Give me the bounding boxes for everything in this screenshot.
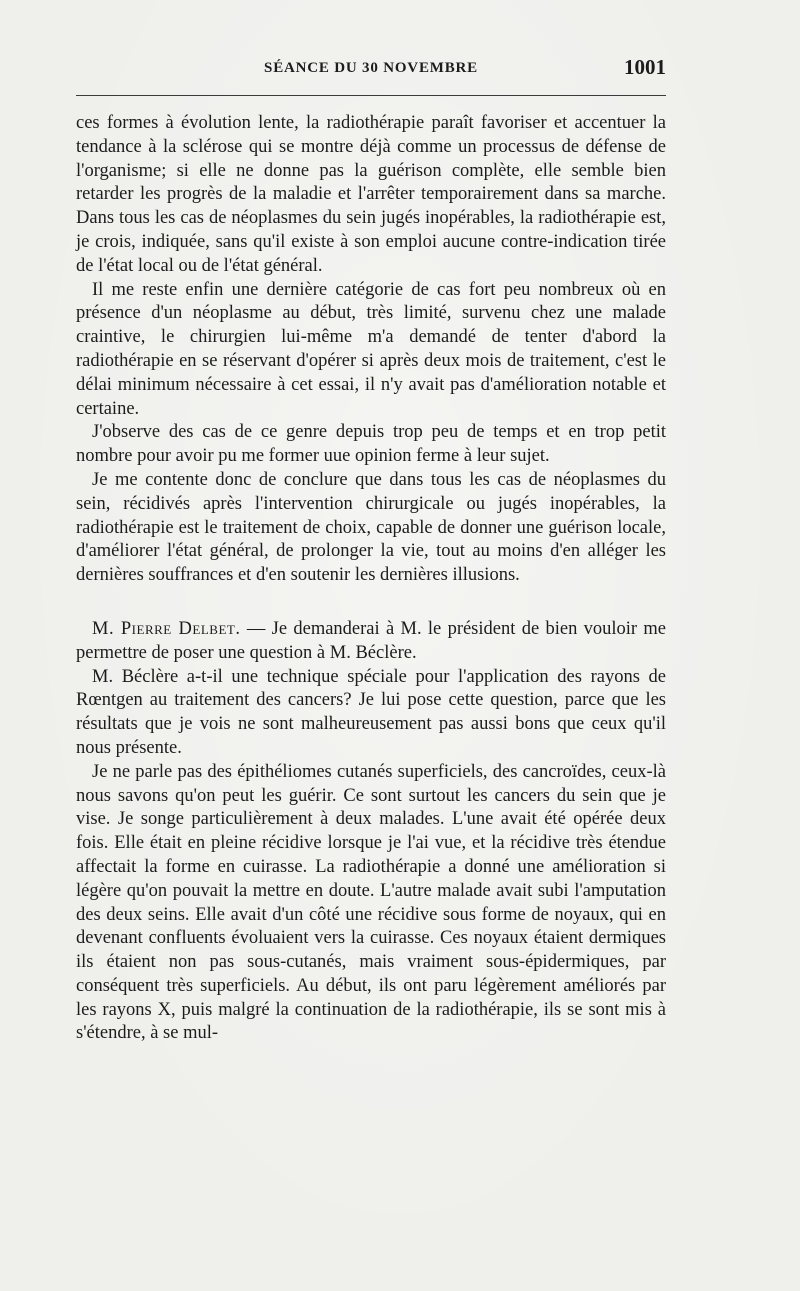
section-gap bbox=[76, 588, 666, 618]
body-text bbox=[76, 112, 666, 1046]
page-header bbox=[76, 55, 666, 88]
paragraph: Il me reste enfin une dernière catégorie de cas fort peu nombreux où en présence d'un néoplasme au début, très limité, survenu chez une malade craintive, le chirurgien lui-même m'a demandé de tenter d'abord la radiothérapie en se réservant d'opérer si après deux mois de traitement, c'est le délai minimum nécessaire à cet essai, il n'y avait pas d'amélioration notable et certaine. bbox=[76, 279, 666, 419]
paragraph: Je ne parle pas des épithéliomes cutanés superficiels, des cancroïdes, ceux-là nous savons qu'on peut les guérir. Ce sont surtout les cancers du sein que je vise. Je songe particulièrement à deux malades. L'une avait été opérée deux fois. Elle était en pleine récidive lorsque je l'ai vue, et la récidive très étendue affectait la forme en cuirasse. La radiothérapie a donné une amélioration si légère qu'on pouvait la mettre en doute. L'autre malade avait subi l'amputation des deux seins. Elle avait d'un côté une récidive sous forme de noyaux, qui en devenant confluents évoluaient vers la cuirasse. Ces noyaux étaient dermiques ils étaient non pas sous-cutanés, mais vraiment sous-épidermiques, par conséquent très superficiels. Au début, ils ont paru légèrement améliorés par les rayons X, puis malgré la continuation de la radiothérapie, ils se sont mis à s'étendre, à se mul- bbox=[76, 761, 666, 1044]
paragraph: J'observe des cas de ce genre depuis trop peu de temps et en trop petit nombre pour avoir pu me former uue opinion ferme à leur sujet. bbox=[76, 422, 666, 467]
speech-text: — Je demanderai à M. le président de bien vouloir me permettre de poser une question à M. Béclère. bbox=[76, 618, 667, 663]
paragraph: Je me contente donc de conclure que dans tous les cas de néoplasmes du sein, récidivés après l'intervention chirurgicale ou jugés inopérables, la radiothérapie est le traitement de choix, capable de donner une guérison locale, d'améliorer l'état général, de prolonger la vie, tout au moins d'en alléger les dernières souffrances et d'en soutenir les dernières illusions. bbox=[76, 469, 666, 586]
paragraph: ces formes à évolution lente, la radiothérapie paraît favoriser et accentuer la tendance à la sclérose qui se montre déjà comme un processus de défense de l'organisme; si elle ne donne pas la guérison complète, elle semble bien retarder les progrès de la maladie et l'arrêter temporairement dans sa marche. Dans tous les cas de néoplasmes du sein jugés inopérables, la radiothérapie est, je crois, indiquée, sans qu'il existe à son emploi aucune contre-indication tirée de l'état local ou de l'état général. bbox=[76, 113, 666, 276]
running-title: SÉANCE DU 30 NOVEMBRE bbox=[264, 60, 478, 76]
paragraph: M. Béclère a-t-il une technique spéciale pour l'application des rayons de Rœntgen au traitement des cancers? Je lui pose cette question, parce que les résultats que je vois ne sont malheureusement pas aussi bons que ceux qu'il nous présente. bbox=[76, 666, 666, 758]
speaker-name: M. Pierre Delbet. bbox=[92, 618, 241, 639]
header-rule bbox=[76, 95, 666, 96]
speech-paragraph bbox=[76, 618, 666, 666]
page-number: 1001 bbox=[624, 55, 666, 79]
